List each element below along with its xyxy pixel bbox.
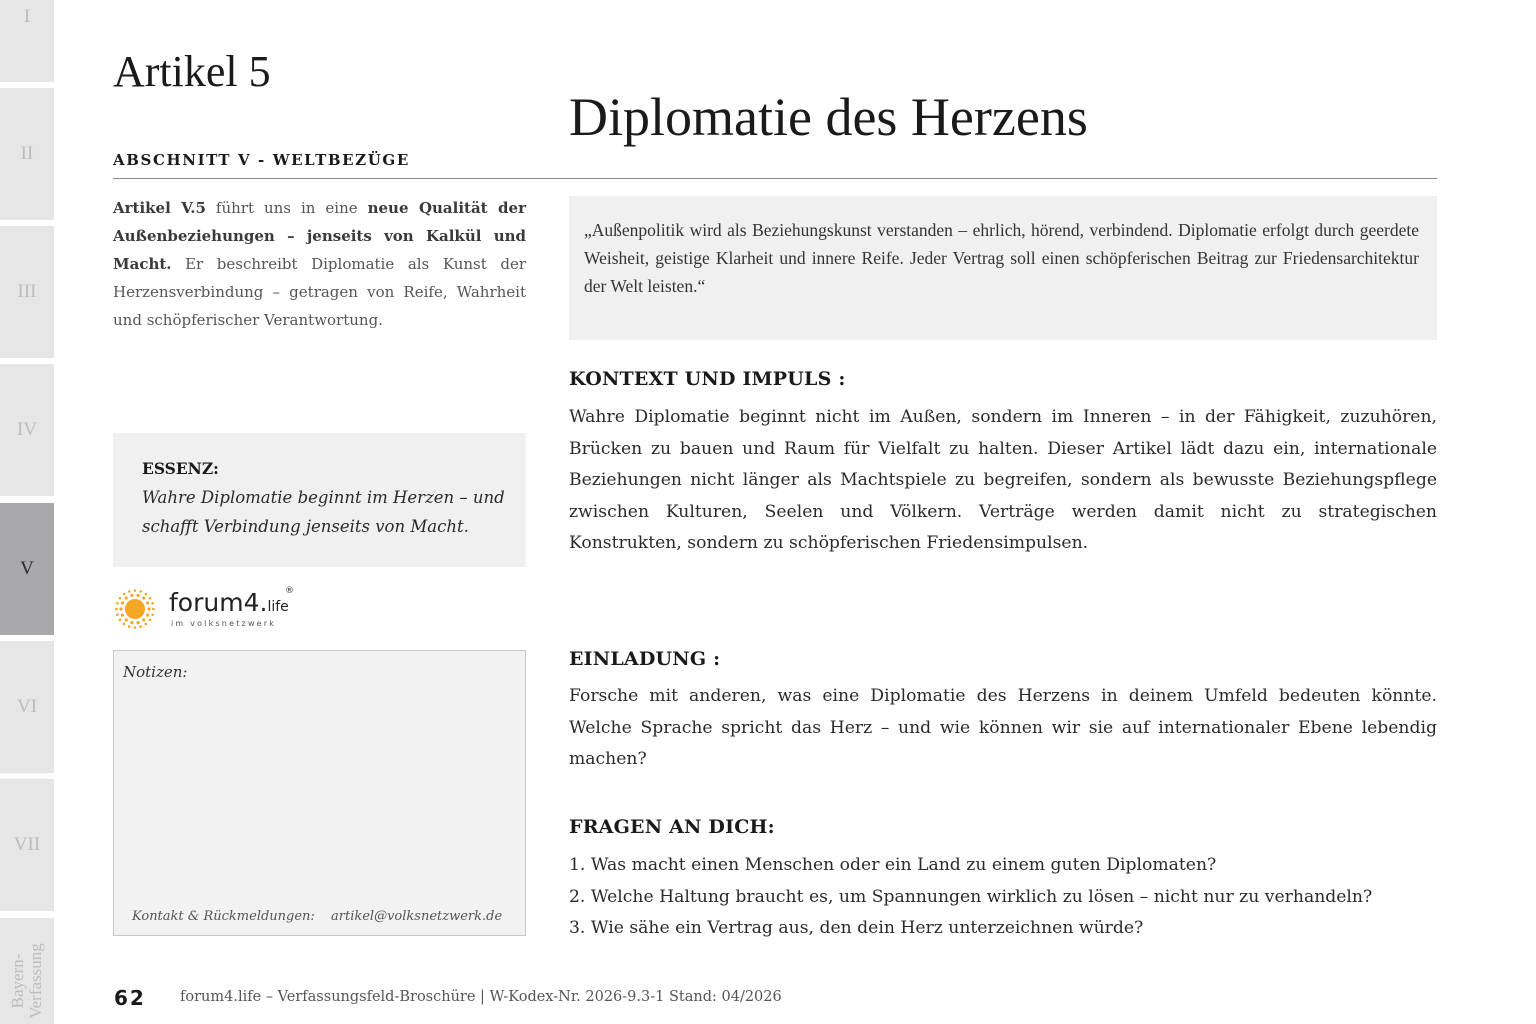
sun-ray-dot bbox=[139, 590, 142, 593]
sun-ray-dot bbox=[145, 623, 148, 626]
forum4-logo bbox=[113, 584, 313, 634]
kontext-heading: KONTEXT UND IMPULS : bbox=[569, 368, 846, 390]
tab-label: III bbox=[17, 281, 37, 302]
notes-box[interactable] bbox=[113, 650, 526, 936]
sun-ray-dot bbox=[123, 593, 126, 596]
tab-label: IV bbox=[16, 419, 38, 440]
question-item: 2. Welche Haltung braucht es, um Spannungen wirklich zu lösen – nicht nur zu verhandeln? bbox=[569, 886, 1373, 907]
sun-ray-dot bbox=[137, 621, 140, 624]
sun-ray-dot bbox=[146, 613, 149, 616]
tab-chapter-1[interactable] bbox=[0, 0, 54, 82]
sun-ray-dot bbox=[116, 602, 119, 605]
page-title: Diplomatie des Herzens bbox=[569, 87, 1088, 147]
sun-ray-dot bbox=[146, 601, 149, 604]
sun-ray-dot bbox=[151, 602, 154, 605]
sun-ray-dot bbox=[130, 594, 133, 597]
sun-ray-dot bbox=[119, 597, 122, 600]
sun-ray-dot bbox=[119, 607, 122, 610]
sun-ray-dot bbox=[130, 621, 133, 624]
logo-small: life bbox=[267, 599, 289, 615]
notes-label: Notizen: bbox=[123, 663, 188, 681]
question-item: 3. Wie sähe ein Vertrag aus, den dein Herz unterzeichnen würde? bbox=[569, 918, 1144, 938]
footer-text: forum4.life – Verfassungsfeld-Broschüre | W-Kodex-Nr. 2026-9.3-1 Stand: 04/2026 bbox=[180, 989, 782, 1005]
sun-ray-dot bbox=[149, 597, 152, 600]
intro-paragraph bbox=[113, 194, 526, 334]
tab-label: II bbox=[20, 143, 34, 164]
fragen-heading: FRAGEN AN DICH: bbox=[569, 816, 775, 838]
tab-chapter-5[interactable] bbox=[0, 503, 54, 635]
registered-mark: ® bbox=[285, 586, 294, 596]
quote-text: „Außenpolitik wird als Beziehungskunst verstanden – ehrlich, hörend, verbindend. Diplomatie erfolgt durch geerdete Weisheit, geistige Klarheit und innere Reife. Jeder Vertrag soll einen schöpferischen Beitrag zur Friedensarchitektur der Welt leisten.“ bbox=[584, 220, 1419, 296]
sun-ray-dot bbox=[145, 593, 148, 596]
quote-box bbox=[569, 196, 1437, 340]
sun-ray-dot bbox=[125, 596, 128, 599]
tab-label: I bbox=[23, 6, 31, 27]
contact-label: Kontakt & Rückmeldungen: bbox=[132, 909, 315, 924]
intro-text-2: Er beschreibt Diplomatie als Kunst der Herzensverbindung – getragen von Reife, Wahrheit und schöpferischer Verantwortung. bbox=[113, 255, 526, 329]
logo-subtitle: im volksnetzwerk bbox=[171, 619, 277, 628]
sun-ray-dot bbox=[119, 619, 122, 622]
einladung-text: Forsche mit anderen, was eine Diplomatie des Herzens in deinem Umfeld bedeuten könnte. Welche Sprache spricht das Herz – und wie können wir sie auf internationaler Ebene lebendig machen? bbox=[569, 686, 1437, 769]
essenz-title: ESSENZ: bbox=[142, 459, 219, 478]
sun-ray-dot bbox=[115, 608, 118, 611]
sun-ray-dot bbox=[142, 618, 145, 621]
tab-bayern-verfassung[interactable] bbox=[0, 918, 54, 1024]
tab-label: V bbox=[20, 558, 34, 579]
sun-ray-dot bbox=[152, 608, 155, 611]
sun-ray-dot bbox=[149, 619, 152, 622]
header-divider bbox=[113, 178, 1437, 179]
sun-ray-dot bbox=[123, 623, 126, 626]
kontext-text: Wahre Diplomatie beginnt nicht im Außen, sondern im Inneren – in der Fähigkeit, zuzuhören, Brücken zu bauen und Raum für Vielfalt zu halten. Dieser Artikel lädt dazu ein, internationale Beziehungen nicht länger als Machtspiele zu begreifen, sondern als bewusste Beziehungspflege zwischen Kulturen, Seelen und Völkern. Verträge werden damit nicht zu strategischen Konstrukten, sondern zu schöpferischen Friedensimpulsen. bbox=[569, 407, 1437, 553]
intro-lead: Artikel V.5 bbox=[113, 199, 206, 217]
tab-chapter-2[interactable] bbox=[0, 88, 54, 220]
sun-ray-dot bbox=[121, 613, 124, 616]
article-number: Artikel 5 bbox=[113, 47, 271, 96]
sun-ray-dot bbox=[116, 613, 119, 616]
question-item: 1. Was macht einen Menschen oder ein Land zu einem guten Diplomaten? bbox=[569, 855, 1217, 875]
tab-chapter-7[interactable] bbox=[0, 779, 54, 911]
sun-ray-dot bbox=[125, 618, 128, 621]
page-number: 62 bbox=[114, 986, 146, 1010]
intro-text-1: führt uns in eine bbox=[205, 199, 368, 217]
section-label: ABSCHNITT V - WELTBEZÜGE bbox=[113, 151, 410, 169]
sun-ray-dot bbox=[128, 590, 131, 593]
sun-ray-dot bbox=[137, 594, 140, 597]
tab-chapter-4[interactable] bbox=[0, 364, 54, 496]
questions-list bbox=[569, 850, 1437, 945]
chapter-tabs bbox=[0, 0, 54, 1024]
logo-wordmark bbox=[169, 588, 289, 617]
sun-ray-dot bbox=[134, 589, 137, 592]
sun-ray-dot bbox=[142, 596, 145, 599]
sun-ray-dot bbox=[121, 601, 124, 604]
contact-email[interactable]: artikel@volksnetzwerk.de bbox=[331, 909, 503, 924]
sun-ray-dot bbox=[139, 625, 142, 628]
essenz-text: Wahre Diplomatie beginnt im Herzen – und schafft Verbindung jenseits von Macht. bbox=[142, 488, 505, 536]
sun-ray-dot bbox=[147, 607, 150, 610]
sun-ray-dot bbox=[151, 613, 154, 616]
tab-chapter-6[interactable] bbox=[0, 641, 54, 773]
intro-highlight: neue Qualität der Außenbeziehungen – jenseits von Kalkül und Macht. bbox=[113, 199, 526, 273]
sun-logo-icon bbox=[113, 587, 157, 631]
tab-label: Bayern- Verfassung bbox=[8, 943, 46, 1019]
tab-label: VII bbox=[13, 834, 41, 855]
tab-chapter-3[interactable] bbox=[0, 226, 54, 358]
einladung-heading: EINLADUNG : bbox=[569, 648, 721, 670]
tab-label: VI bbox=[16, 696, 38, 717]
sun-ray-dot bbox=[128, 625, 131, 628]
sun-ray-dot bbox=[134, 626, 137, 629]
logo-main: forum4. bbox=[169, 588, 268, 617]
essenz-box bbox=[113, 433, 526, 567]
